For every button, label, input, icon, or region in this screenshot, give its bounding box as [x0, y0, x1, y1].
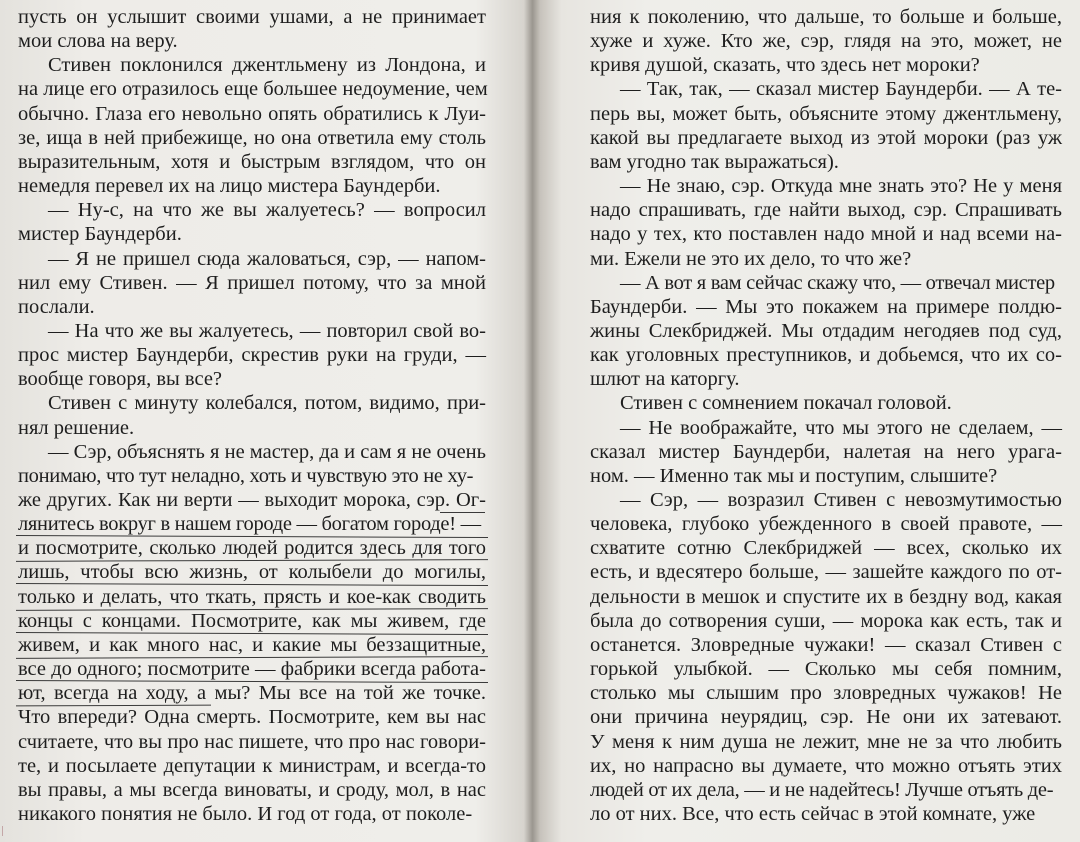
text-line: никакого понятия не было. И год от года, от поколе-	[18, 802, 473, 825]
right-page	[560, 0, 1080, 842]
text-line: — Так, так, — сказал мистер Баундерби. — А те-	[620, 78, 1062, 101]
text-line: столько мы слышим про зловредных чужаков! Не	[590, 682, 1062, 705]
text-line: останется. Зловредные чужаки! — сказал Стивен с	[590, 633, 1062, 656]
text-line: схватите сотню Слекбриджей — всех, сколько их	[590, 537, 1062, 560]
text-line: жины Слекбриджей. Мы отдадим негодяев под суд,	[590, 319, 1062, 342]
text-line: ло от них. Все, что есть сейчас в этой комнате, уже	[590, 802, 1036, 825]
text-line: — Не воображайте, что мы этого не сделаем, —	[620, 416, 1062, 439]
text-line: нял решение.	[18, 416, 135, 439]
text-line: на лице его отразилось еще большее недоумение, чем	[18, 78, 488, 101]
text-line: мои слова на веру.	[18, 30, 178, 53]
text-line: хуже и хуже. Кто же, сэр, глядя на это, может, не	[590, 30, 1062, 53]
text-line: — Сэр, объяснять я не мастер, да и сам я не очень	[48, 440, 486, 463]
text-line: те, и посылаете депутации к министрам, и всегда-то	[18, 754, 486, 777]
text-line: — Не знаю, сэр. Откуда мне знать это? Не у меня	[620, 175, 1062, 198]
text-line: горькой улыбкой. — Сколько мы себя помним,	[590, 658, 1062, 681]
text-line: прос мистер Баундерби, скрестив руки на груди, —	[18, 344, 486, 367]
text-line: есть, и вдесятеро больше, — зашейте каждого по от-	[590, 561, 1062, 584]
text-line: зе, ища в ней прибежище, но она ответила ему столь	[18, 126, 486, 149]
text-line: — Сэр, — возразил Стивен с невозмутимостью	[620, 489, 1062, 511]
text-line: немедля перевел их на лицо мистера Баундерби.	[18, 175, 441, 198]
text-line: лянитесь вокруг в нашем городе — богатом городе! —	[18, 513, 481, 536]
text-line: их, но напрасно вы думаете, что можно отъять этих	[590, 754, 1062, 777]
text-line: понимаю, что тут неладно, хоть и чувствую это не ху-	[18, 464, 474, 487]
text-line: вы правы, а мы всегда виноваты, и сроду, мол, в нас	[18, 778, 486, 801]
text-line: как уголовных преступников, и добьемся, что их со-	[590, 344, 1062, 367]
text-line: и посмотрите, сколько людей родится здесь для того	[18, 537, 486, 560]
text-line: Стивен с минуту колебался, потом, видимо, при-	[48, 392, 486, 415]
text-line: — На что же вы жалуетесь, — повторил свой во-	[48, 319, 486, 342]
text-line: какой вы предлагаете выход из этой мороки (раз уж	[590, 126, 1062, 149]
pencil-underline	[440, 512, 485, 513]
text-line: Что впереди? Одна смерть. Посмотрите, кем вы нас	[18, 706, 486, 729]
text-line: — Ну-с, на что же вы жалуетесь? — вопросил	[48, 199, 486, 222]
text-line: людей от их дела, — и не надейтесь! Лучше отъять де-	[590, 778, 1054, 801]
text-line: была до сотворения суши, — морока как есть, так и	[590, 609, 1062, 632]
text-line: же других. Как ни верти — выходит морока, сэр. Ог-	[18, 489, 486, 511]
text-line: — Я не пришел сюда жаловаться, сэр, — напом-	[48, 247, 486, 270]
text-line: лишь, чтобы всю жизнь, от колыбели до могилы,	[18, 561, 486, 584]
text-line: концы с концами. Посмотрите, как мы живем, где	[18, 609, 486, 632]
text-line: выразительным, хотя и быстрым взглядом, что он	[18, 150, 486, 173]
text-line: человека, глубоко убежденного в своей правоте, —	[590, 513, 1062, 536]
text-line: ном. — Именно так мы и поступим, слышите?	[590, 464, 998, 487]
text-line: все до одного; посмотрите — фабрики всегда работа-	[18, 658, 486, 681]
left-page	[0, 0, 520, 842]
text-line: У меня к ним душа не лежит, мне не за что любить	[590, 730, 1062, 753]
text-line: ния к поколению, что дальше, то больше и больше,	[590, 6, 1062, 28]
page-corner-mark	[2, 826, 9, 836]
text-line: только и делать, что ткать, прясть и кое-как сводить	[18, 585, 486, 608]
text-line: ми. Ежели не это их дело, то что же?	[590, 247, 912, 270]
text-line: они причина неурядиц, сэр. Не они их затевают.	[590, 706, 1062, 729]
text-line: кривя душой, сказать, что здесь нет мороки?	[590, 54, 980, 77]
text-line: ют, всегда на ходу, а мы? Мы все на той же точке.	[18, 682, 486, 705]
text-line: шлют на каторгу.	[590, 368, 740, 391]
text-line: дельности в мешок и спустите их в бездну вод, какая	[590, 585, 1062, 608]
text-line: надо спрашивать, где найти выход, сэр. Спрашивать	[590, 199, 1062, 222]
text-line: — А вот я вам сейчас скажу что, — отвечал мистер	[620, 271, 1055, 294]
text-line: перь вы, может быть, объясните этому джентльмену,	[590, 102, 1062, 125]
text-line: мистер Баундерби.	[18, 223, 182, 246]
text-line: живем, и как много нас, и какие мы беззащитные,	[18, 633, 486, 656]
text-line: нил ему Стивен. — Я пришел потому, что за мной	[18, 271, 486, 294]
text-line: сказал мистер Баундерби, налетая на него урага-	[590, 440, 1062, 463]
text-line: Баундерби. — Мы это покажем на примере полдю-	[590, 295, 1062, 318]
text-line: вам угодно так выражаться).	[590, 150, 839, 173]
text-line: считаете, что вы про нас пишете, что про нас говори-	[18, 730, 486, 753]
text-line: Стивен с сомнением покачал головой.	[620, 392, 952, 415]
text-line: Стивен поклонился джентльмену из Лондона, и	[48, 54, 486, 77]
text-line: обычно. Глаза его невольно опять обратились к Луи-	[18, 102, 486, 125]
text-line: вообще говоря, вы все?	[18, 368, 223, 391]
text-line: пусть он услышит своими ушами, а не принимает	[18, 6, 486, 28]
text-line: надо у тех, кто поставлен надо мной и над всеми на-	[590, 223, 1062, 246]
text-line: послали.	[18, 295, 95, 318]
